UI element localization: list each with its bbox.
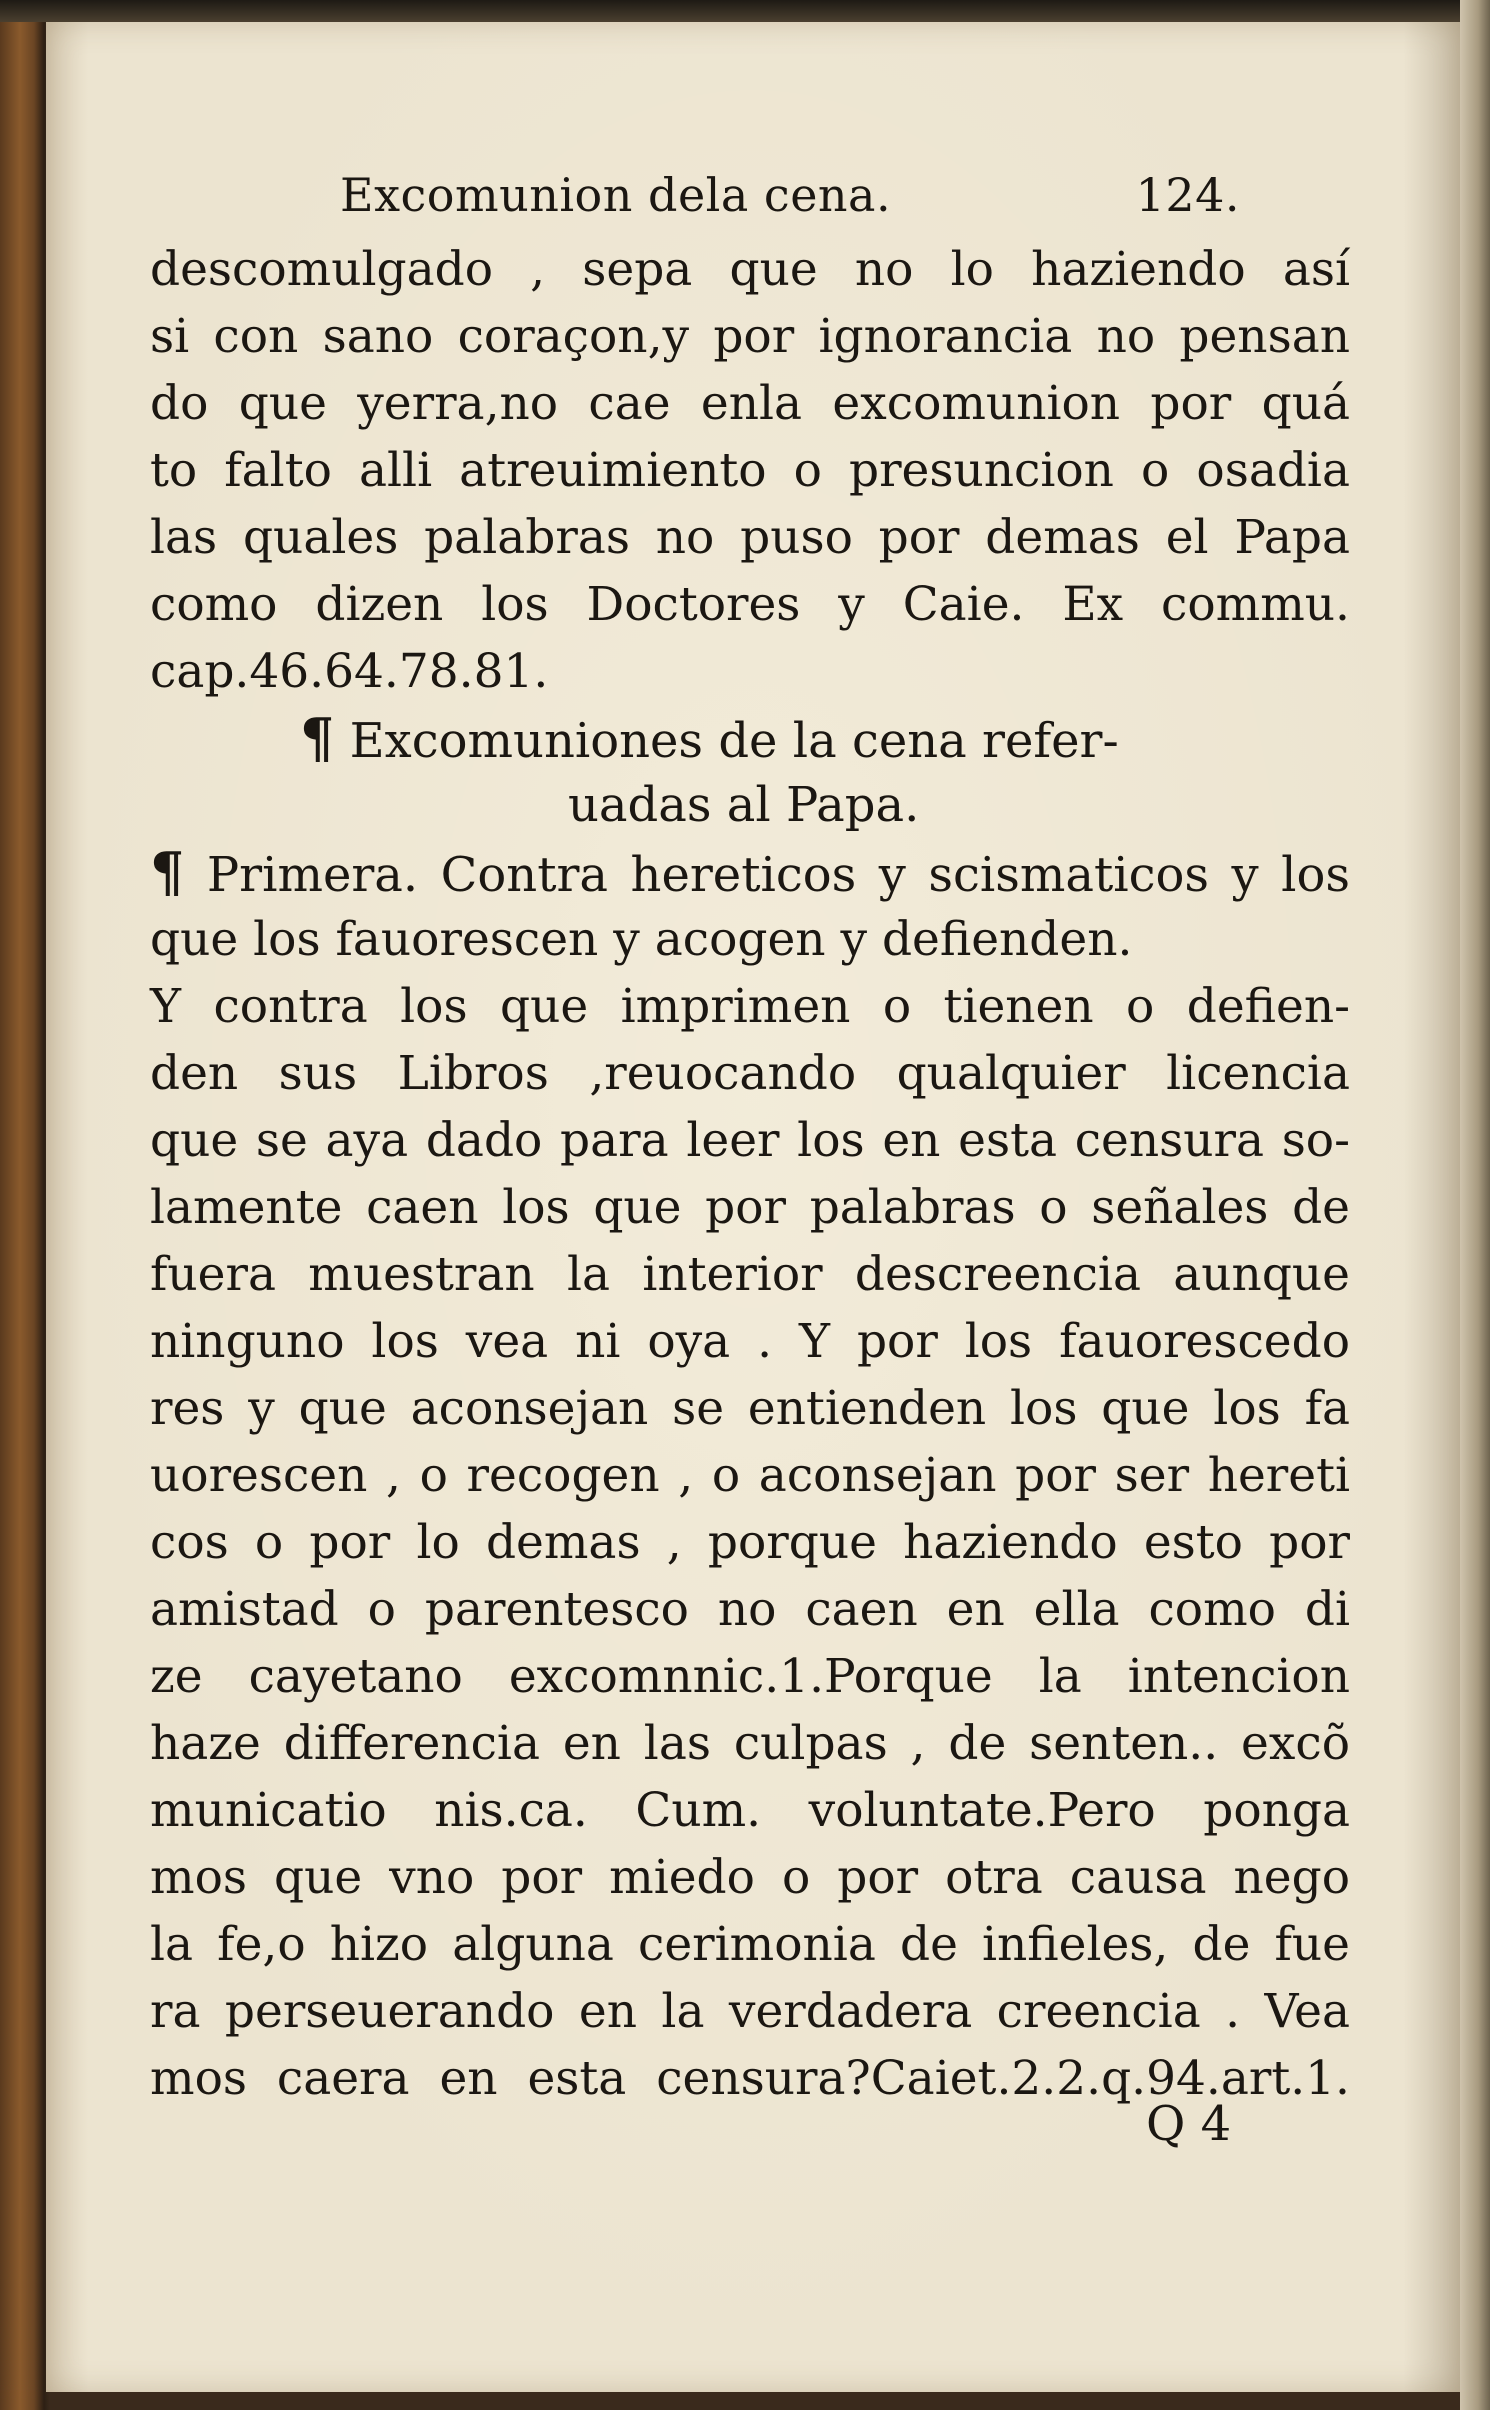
- paragraph-first-line-text: Primera. Contra hereticos y scismaticos y los: [206, 847, 1350, 903]
- signature-mark: Q 4: [1146, 2096, 1232, 2152]
- text-line: lamente caen los que por palabras o señales de: [150, 1180, 1350, 1235]
- text-line: las quales palabras no puso por demas el Papa: [150, 510, 1350, 565]
- pilcrow-icon: ¶: [300, 706, 335, 770]
- text-line: cos o por lo demas , porque haziendo esto por: [150, 1515, 1350, 1570]
- folio-number: 124.: [1135, 168, 1240, 222]
- text-line: municatio nis.ca. Cum. voluntate.Pero ponga: [150, 1783, 1350, 1838]
- text-line: to falto alli atreuimiento o presuncion o osadia: [150, 443, 1350, 498]
- text-line: ra perseuerando en la verdadera creencia . Vea: [150, 1984, 1350, 2039]
- text-line: ninguno los vea ni oya . Y por los fauorescedo: [150, 1314, 1350, 1369]
- text-line: amistad o parentesco no caen en ella como di: [150, 1582, 1350, 1637]
- section-heading-line-2: uadas al Papa.: [568, 777, 920, 833]
- pilcrow-icon: ¶: [150, 840, 185, 904]
- text-line: que los fauorescen y acogen y defienden.: [150, 912, 1133, 967]
- text-line: fuera muestran la interior descreencia aunque: [150, 1247, 1350, 1302]
- running-head-title: Excomunion dela cena.: [340, 168, 892, 222]
- text-line: res y que aconsejan se entienden los que los fa: [150, 1381, 1350, 1436]
- page-stack-edge: [1460, 0, 1490, 2410]
- text-line: Y contra los que imprimen o tienen o defien-: [150, 979, 1350, 1034]
- book-top-edge: [0, 0, 1490, 22]
- text-line: como dizen los Doctores y Caie. Ex commu.: [150, 577, 1350, 632]
- text-line: mos que vno por miedo o por otra causa nego: [150, 1850, 1350, 1905]
- text-line: do que yerra,no cae enla excomunion por quá: [150, 376, 1350, 431]
- text-line: ze cayetano excomnnic.1.Porque la intencion: [150, 1649, 1350, 1704]
- text-line: si con sano coraçon,y por ignorancia no pensan: [150, 309, 1350, 364]
- section-heading-line-1: [150, 705, 1350, 772]
- text-line: que se aya dado para leer los en esta censura so-: [150, 1113, 1350, 1168]
- running-head: [340, 168, 1240, 228]
- text-line: descomulgado , sepa que no lo haziendo así: [150, 242, 1350, 297]
- text-line: mos caera en esta censura?Caiet.2.2.q.94.art.1.: [150, 2051, 1350, 2106]
- text-line: cap.46.64.78.81.: [150, 644, 549, 699]
- page-body: [150, 236, 1350, 2112]
- text-line: uorescen , o recogen , o aconsejan por ser hereti: [150, 1448, 1350, 1503]
- text-line: la fe,o hizo alguna cerimonia de infieles, de fue: [150, 1917, 1350, 1972]
- section-heading-text: Excomuniones de la cena refer-: [349, 713, 1119, 769]
- text-line: haze differencia en las culpas , de senten.. excõ: [150, 1716, 1350, 1771]
- text-line: den sus Libros ,reuocando qualquier licencia: [150, 1046, 1350, 1101]
- paragraph-first-line: [150, 839, 1350, 906]
